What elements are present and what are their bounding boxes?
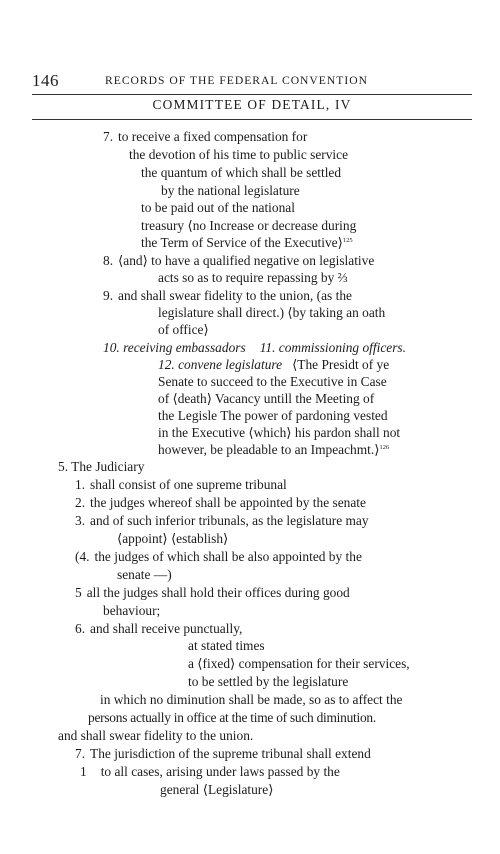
line-text: the judges of which shall be also appointed by the [94,549,362,564]
line-text: all the judges shall hold their offices during good [86,585,350,600]
text-line: and shall swear fidelity to the union. [58,728,254,743]
line-text: shall consist of one supreme tribunal [90,477,287,492]
text-line: at stated times [188,638,265,653]
line-text: and shall swear fidelity to the union, (as the [118,288,352,303]
section-title: COMMITTEE OF DETAIL, IV [152,97,352,112]
text-line: ⟨appoint⟩ ⟨establish⟩ [117,531,229,546]
line-text: to receive a fixed compensation for [118,129,308,144]
page-header [32,71,472,91]
line-text: 12. convene legislature [158,357,283,372]
item-number: 3. [75,513,86,528]
text-line: the devotion of his time to public service [129,147,349,162]
text-line: the Legisle The power of pardoning vested [158,408,388,423]
item-number: 8. [103,253,114,268]
text-line [141,235,353,251]
footnote-ref: 126 [379,444,390,451]
item-number: 7. [103,129,114,144]
text-line: Senate to succeed to the Executive in Case [158,374,387,389]
item-number: (4. [75,549,90,564]
item-number: 6. [75,621,86,636]
line-text: ⟨and⟩ to have a qualified negative on legislative [118,253,375,268]
line-text: to all cases, arising under laws passed by the [100,764,340,779]
line-text: ⟨The Presidt of ye [292,357,390,372]
text-line [80,764,340,780]
section-heading: 5. The Judiciary [58,459,145,474]
text-line: to be paid out of the national [141,200,295,215]
page-number: 146 [32,71,59,90]
text-line [158,442,389,458]
text-line: the quantum of which shall be settled [141,165,342,180]
item-number: 1 [80,764,87,779]
line-text: 11. commissioning officers. [259,340,406,355]
item-number: 1. [75,477,86,492]
text-line: by the national legislature [161,183,300,198]
line-text: and shall receive punctually, [90,621,243,636]
text-line [75,549,362,565]
text-line: senate —) [117,567,172,582]
line-text: and of such inferior tribunals, as the legislature may [90,513,369,528]
text-line: to be settled by the legislature [188,674,349,689]
text-line: acts so as to require repassing by ⅔ [158,270,348,285]
line-text: 10. receiving embassadors [103,340,246,355]
text-line [75,513,369,529]
line-text: The jurisdiction of the supreme tribunal shall extend [90,746,371,761]
text-line: legislature shall direct.) ⟨by taking an oath [158,305,386,320]
text-line [103,340,406,356]
header-rule-bottom [32,119,472,120]
text-line [103,253,374,269]
header-rule-top [32,94,472,95]
text-line: treasury ⟨no Increase or decrease during [141,218,357,233]
text-line: behaviour; [103,603,161,618]
running-head: RECORDS OF THE FEDERAL CONVENTION [105,74,368,87]
item-number: 7. [75,746,86,761]
text-line [75,585,350,601]
text-line [103,129,307,145]
line-text: the judges whereof shall be appointed by the senate [90,495,366,510]
text-line [75,495,366,511]
text-line: persons actually in office at the time of such diminution. [88,710,376,725]
line-text: the Term of Service of the Executive⟩ [141,235,343,250]
text-line: of ⟨death⟩ Vacancy untill the Meeting of [158,391,375,406]
item-number: 5 [75,585,82,600]
text-line [103,288,352,304]
text-line: general ⟨Legislature⟩ [160,782,274,797]
text-line: in which no diminution shall be made, so as to affect the [100,692,403,707]
text-line [75,477,287,493]
text-line: of office⟩ [158,322,209,337]
item-number: 9. [103,288,114,303]
text-line [75,621,242,637]
text-line: in the Executive ⟨which⟩ his pardon shall not [158,425,401,440]
line-text: however, be pleadable to an Impeachmt.⟩ [158,442,380,457]
text-line [158,357,389,373]
text-line [75,746,371,762]
item-number: 2. [75,495,86,510]
text-line: a ⟨fixed⟩ compensation for their services, [188,656,410,671]
footnote-ref: 125 [342,237,353,244]
